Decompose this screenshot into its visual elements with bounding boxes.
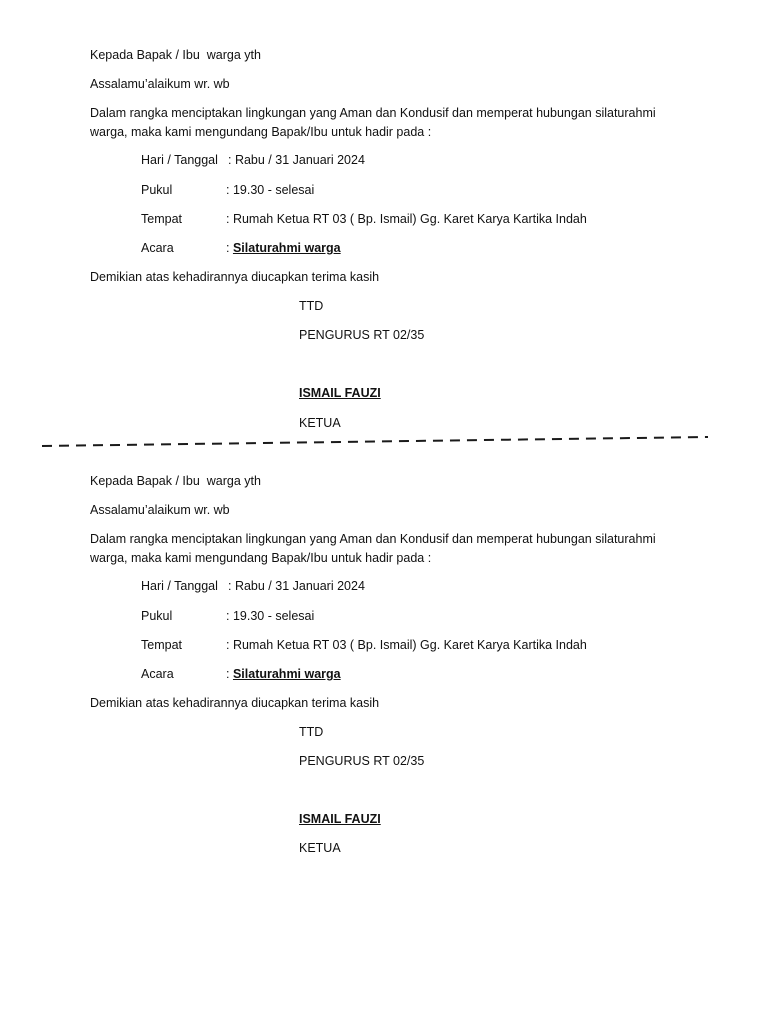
signatory-title: KETUA [299, 841, 341, 855]
recipient-line: Kepada Bapak / Ibu warga yth [90, 474, 261, 488]
place-label: Tempat [141, 638, 182, 652]
event-label: Acara [141, 667, 174, 681]
greeting-line: Assalamu’alaikum wr. wb [90, 503, 230, 517]
body-text-line-1: Dalam rangka menciptakan lingkungan yang Aman dan Kondusif dan memperat hubungan silaturahmi [90, 532, 656, 546]
closing-line: Demikian atas kehadirannya diucapkan terima kasih [90, 270, 380, 284]
time-value: : 19.30 - selesai [226, 609, 315, 623]
body-text-line-1: Dalam rangka menciptakan lingkungan yang Aman dan Kondusif dan memperat hubungan silaturahmi [90, 106, 656, 120]
event-value: Silaturahmi warga [232, 241, 341, 255]
signature-organization: PENGURUS RT 02/35 [299, 328, 425, 342]
signatory-title: KETUA [299, 416, 341, 430]
time-label: Pukul [141, 609, 173, 623]
day-value: : Rabu / 31 Januari 2024 [228, 153, 365, 167]
body-text-line-2: warga, maka kami mengundang Bapak/Ibu untuk hadir pada : [90, 125, 432, 139]
day-value: : Rabu / 31 Januari 2024 [228, 579, 365, 593]
event-value: Silaturahmi warga [232, 667, 341, 681]
event-colon: : [226, 241, 233, 255]
event-row [226, 666, 341, 682]
time-label: Pukul [141, 183, 173, 197]
body-text-line-2: warga, maka kami mengundang Bapak/Ibu untuk hadir pada : [90, 551, 432, 565]
day-label: Hari / Tanggal [141, 579, 218, 593]
day-label: Hari / Tanggal [141, 153, 218, 167]
signatory-name: ISMAIL FAUZI [299, 386, 381, 400]
greeting-line: Assalamu’alaikum wr. wb [90, 77, 230, 91]
signature-ttd: TTD [299, 725, 324, 739]
place-value: : Rumah Ketua RT 03 ( Bp. Ismail) Gg. Karet Karya Kartika Indah [226, 638, 587, 652]
event-label: Acara [141, 241, 174, 255]
place-label: Tempat [141, 212, 182, 226]
signatory-name: ISMAIL FAUZI [299, 812, 381, 826]
signature-organization: PENGURUS RT 02/35 [299, 754, 425, 768]
event-colon: : [226, 667, 233, 681]
place-value: : Rumah Ketua RT 03 ( Bp. Ismail) Gg. Karet Karya Kartika Indah [226, 212, 587, 226]
recipient-line: Kepada Bapak / Ibu warga yth [90, 48, 261, 62]
signature-ttd: TTD [299, 299, 324, 313]
time-value: : 19.30 - selesai [226, 183, 315, 197]
closing-line: Demikian atas kehadirannya diucapkan terima kasih [90, 696, 380, 710]
